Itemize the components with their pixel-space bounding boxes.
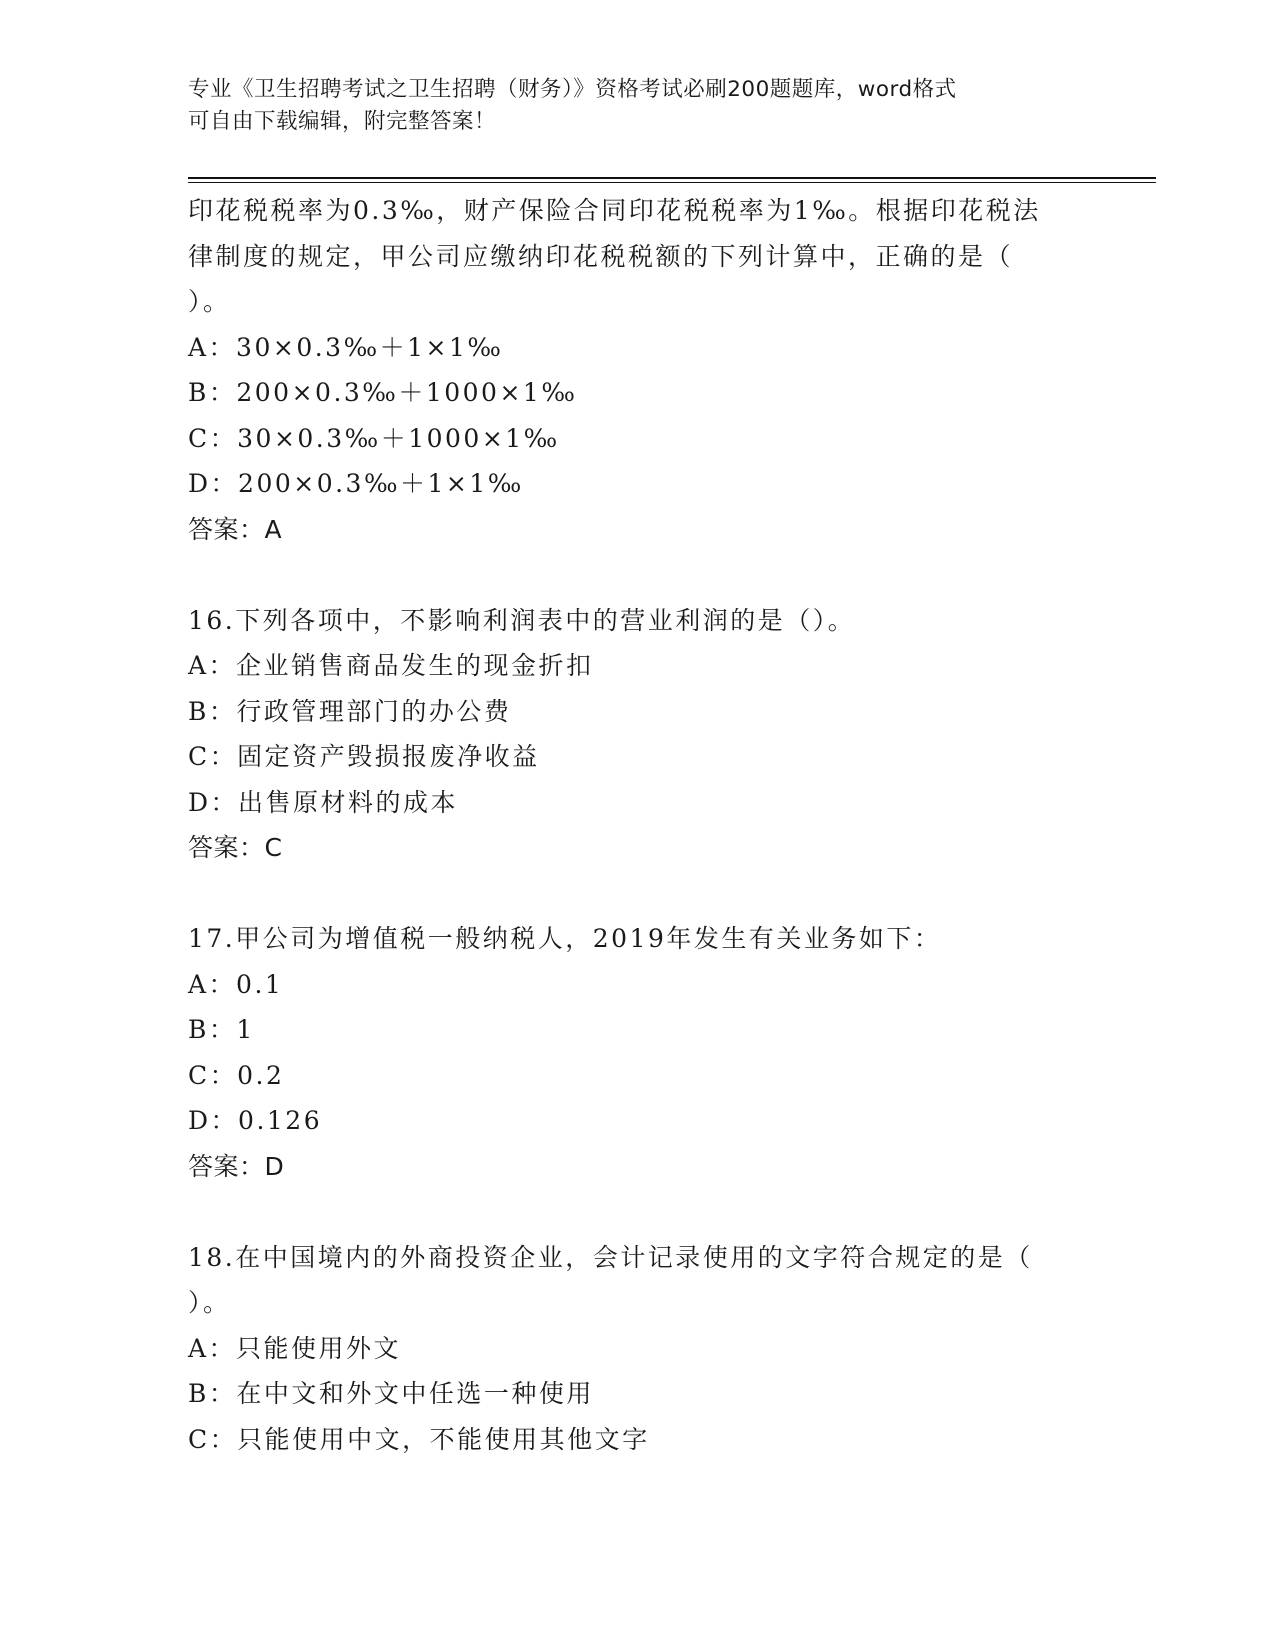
spacer — [188, 1189, 1088, 1235]
option-b: B：200×0.3‰＋1000×1‰ — [188, 378, 578, 407]
question-15-continued — [188, 188, 1088, 552]
option-c: C：30×0.3‰＋1000×1‰ — [188, 423, 560, 453]
option-d: D：出售原材料的成本 — [188, 787, 459, 817]
document-body — [188, 188, 1088, 1462]
option-c: C：只能使用中文，不能使用其他文字 — [188, 1424, 650, 1454]
answer-label: 答案：D — [188, 1151, 285, 1181]
question-18 — [188, 1235, 1088, 1463]
header-line-1: 专业《卫生招聘考试之卫生招聘（财务）》资格考试必刷200题题库，word格式 — [188, 77, 957, 102]
option-a: A：0.1 — [188, 969, 284, 999]
question-16 — [188, 598, 1088, 871]
spacer — [188, 871, 1088, 917]
option-a: A：30×0.3‰＋1×1‰ — [188, 332, 504, 362]
header-divider-thick — [188, 177, 1156, 179]
answer-label: 答案：C — [188, 833, 283, 862]
header-line-2: 可自由下载编辑，附完整答案！ — [188, 109, 497, 134]
question-text-line: 16.下列各项中，不影响利润表中的营业利润的是（）。 — [188, 605, 856, 635]
option-b: B：1 — [188, 1015, 255, 1044]
question-17 — [188, 916, 1088, 1189]
spacer — [188, 552, 1088, 598]
option-a: A：企业销售商品发生的现金折扣 — [188, 651, 594, 680]
option-c: C：0.2 — [188, 1060, 285, 1090]
option-c: C：固定资产毁损报废净收益 — [188, 742, 540, 771]
document-header — [188, 74, 1088, 138]
question-text-line: ）。 — [188, 1288, 231, 1317]
question-text-line: 印花税税率为0.3‰，财产保险合同印花税税率为1‰。根据印花税法 — [188, 196, 1041, 225]
question-text-line: 18.在中国境内的外商投资企业，会计记录使用的文字符合规定的是（ — [188, 1242, 1033, 1272]
question-text-line: 律制度的规定，甲公司应缴纳印花税税额的下列计算中，正确的是（ — [188, 241, 1014, 271]
option-b: B：在中文和外文中任选一种使用 — [188, 1379, 594, 1408]
question-text-line: 17.甲公司为增值税一般纳税人，2019年发生有关业务如下： — [188, 924, 942, 953]
answer-label: 答案：A — [188, 514, 283, 544]
option-a: A：只能使用外文 — [188, 1333, 402, 1363]
question-text-line: ）。 — [188, 287, 231, 316]
header-divider-thin — [188, 182, 1156, 183]
option-d: D：0.126 — [188, 1106, 323, 1135]
option-b: B：行政管理部门的办公费 — [188, 696, 512, 726]
option-d: D：200×0.3‰＋1×1‰ — [188, 469, 524, 498]
